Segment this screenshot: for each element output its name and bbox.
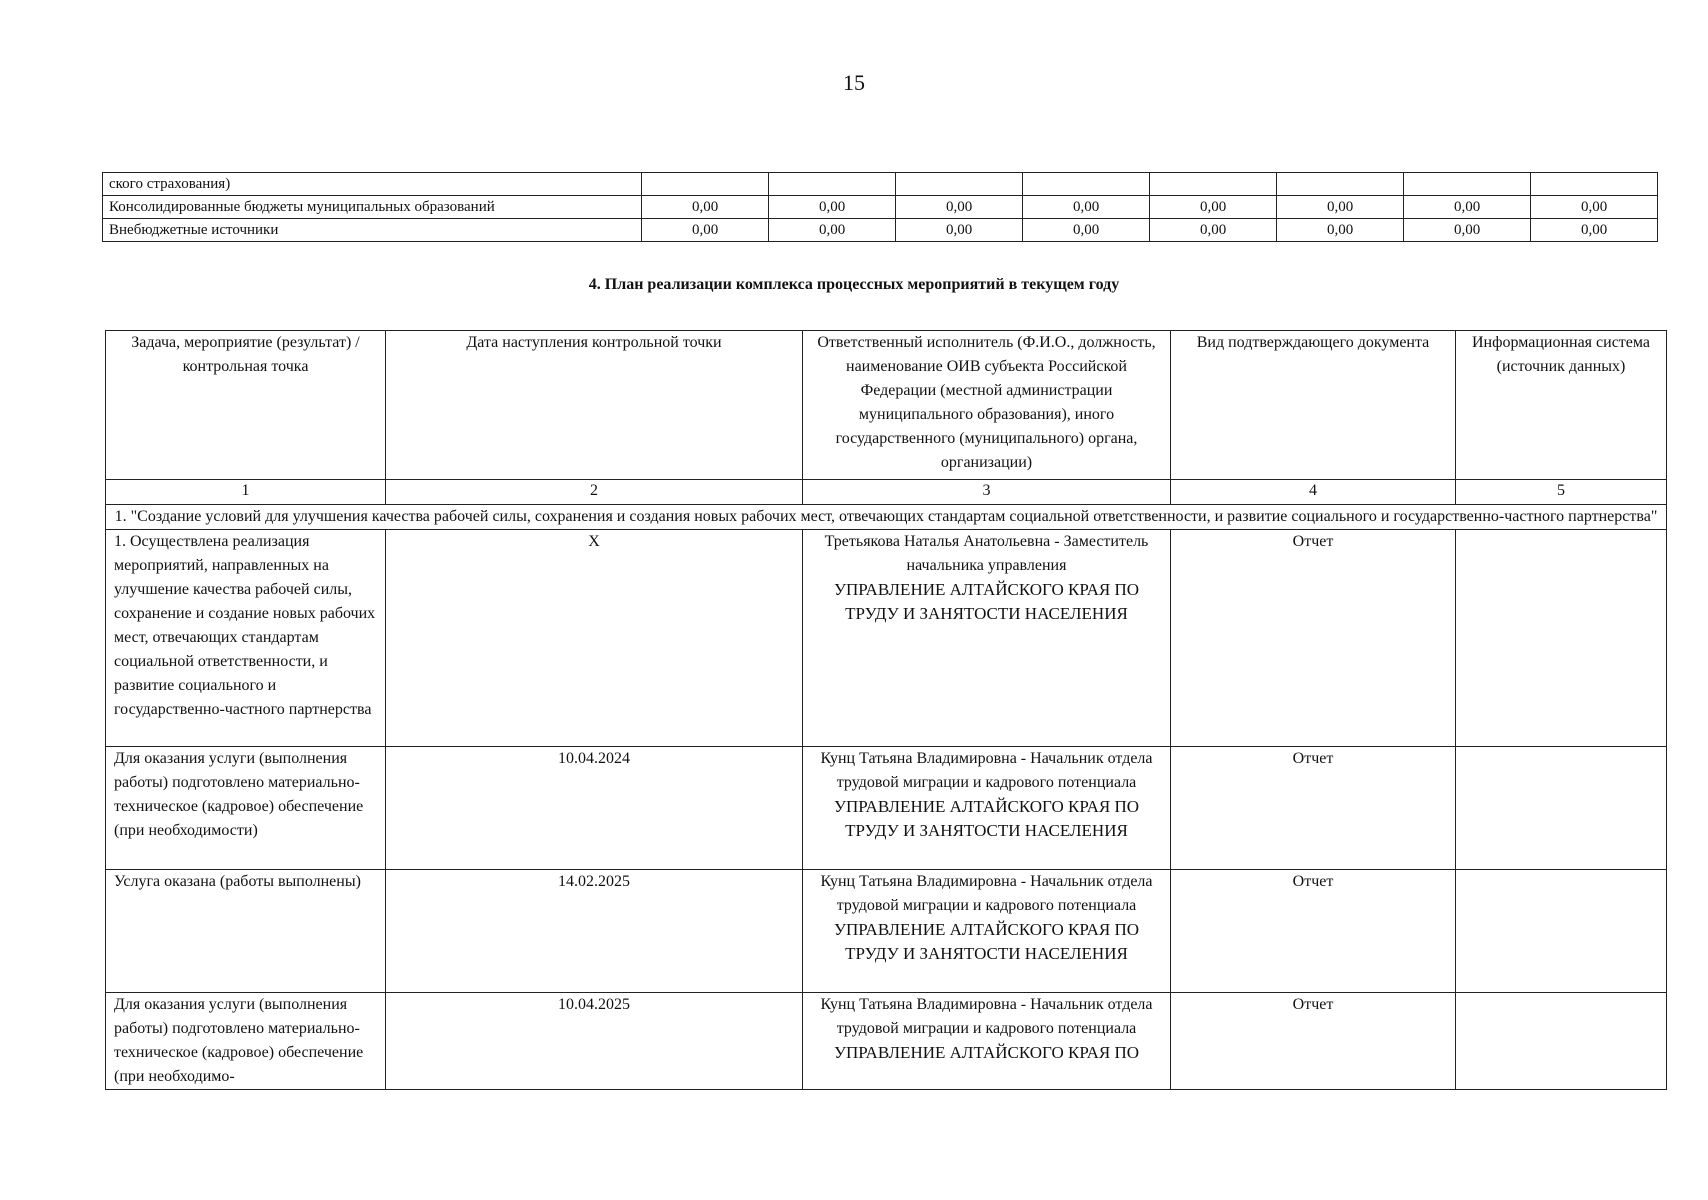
- responsible-cell: [803, 870, 1171, 993]
- information-system: [1456, 530, 1667, 747]
- funding-value: 0,00: [1404, 196, 1531, 219]
- column-header-responsible: Ответственный исполнитель (Ф.И.О., должность, наименование ОИВ субъекта Российской Федерации (местной администрации муниципального образования), иного государственного (муниципального) органа, организации): [803, 331, 1171, 480]
- funding-value: [1023, 173, 1150, 196]
- table-row: [106, 747, 1667, 870]
- table-row: [106, 993, 1667, 1090]
- funding-value: [1531, 173, 1658, 196]
- column-number-row: [106, 480, 1667, 505]
- funding-value: 0,00: [1023, 219, 1150, 242]
- responsible-cell: [803, 747, 1171, 870]
- responsible-person: Третьякова Наталья Анатольевна - Заместитель начальника управления: [824, 533, 1149, 574]
- responsible-person: Кунц Татьяна Владимировна - Начальник отдела трудовой миграции и кадрового потенциала: [820, 873, 1153, 914]
- responsible-person: Кунц Татьяна Владимировна - Начальник отдела трудовой миграции и кадрового потенциала: [820, 750, 1153, 791]
- funding-value: 0,00: [642, 196, 769, 219]
- activity-name: 1. Осуществлена реализация мероприятий, направленных на улучшение качества рабочей силы, сохранение и создание новых рабочих мест, отвечающих стандартам социальной ответственности, и развитие социального и государственно-частного партнерства: [106, 530, 386, 747]
- funding-source-name: Консолидированные бюджеты муниципальных образований: [103, 196, 642, 219]
- funding-value: 0,00: [1023, 196, 1150, 219]
- table-row: [103, 173, 1658, 196]
- responsible-organization: УПРАВЛЕНИЕ АЛТАЙСКОГО КРАЯ ПО ТРУДУ И ЗАНЯТОСТИ НАСЕЛЕНИЯ: [833, 580, 1140, 623]
- table-row: [103, 219, 1658, 242]
- table-header-row: [106, 331, 1667, 480]
- control-date: 10.04.2025: [386, 993, 803, 1090]
- funding-value: [896, 173, 1023, 196]
- table-row: [106, 870, 1667, 993]
- responsible-cell: [803, 993, 1171, 1090]
- task-row: [106, 505, 1667, 530]
- table-row: [103, 196, 1658, 219]
- responsible-cell: [803, 530, 1171, 747]
- column-header-task: Задача, мероприятие (результат) / контрольная точка: [106, 331, 386, 480]
- funding-value: [642, 173, 769, 196]
- column-number: 1: [106, 480, 386, 505]
- activity-name: Для оказания услуги (выполнения работы) подготовлено материально-техническое (кадровое) обеспечение (при необходимо-: [106, 993, 386, 1090]
- funding-value: 0,00: [896, 219, 1023, 242]
- task-title: 1. "Создание условий для улучшения качества рабочей силы, сохранения и создания новых рабочих мест, отвечающих стандартам социальной ответственности, и развитие социального и государственно-частного партнерства": [106, 505, 1667, 530]
- funding-value: 0,00: [642, 219, 769, 242]
- section-title: 4. План реализации комплекса процессных мероприятий в текущем году: [588, 276, 1120, 293]
- control-date: X: [386, 530, 803, 747]
- activity-name: Для оказания услуги (выполнения работы) подготовлено материально-техническое (кадровое) обеспечение (при необходимости): [106, 747, 386, 870]
- information-system: [1456, 993, 1667, 1090]
- funding-value: 0,00: [769, 219, 896, 242]
- funding-value: [1150, 173, 1277, 196]
- funding-value: [1404, 173, 1531, 196]
- page-number: 15: [843, 70, 865, 95]
- funding-table: [102, 172, 1658, 242]
- column-number: 2: [386, 480, 803, 505]
- column-number: 4: [1171, 480, 1456, 505]
- column-header-system: Информационная система (источник данных): [1456, 331, 1667, 480]
- funding-value: [1277, 173, 1404, 196]
- plan-table: [105, 330, 1667, 1090]
- funding-source-name: ского страхования): [103, 173, 642, 196]
- funding-value: 0,00: [1150, 219, 1277, 242]
- control-date: 14.02.2025: [386, 870, 803, 993]
- information-system: [1456, 870, 1667, 993]
- funding-value: 0,00: [1531, 219, 1658, 242]
- document-type: Отчет: [1171, 870, 1456, 993]
- column-header-date: Дата наступления контрольной точки: [386, 331, 803, 480]
- funding-source-name: Внебюджетные источники: [103, 219, 642, 242]
- responsible-organization: УПРАВЛЕНИЕ АЛТАЙСКОГО КРАЯ ПО: [833, 1043, 1140, 1062]
- column-number: 3: [803, 480, 1171, 505]
- funding-value: 0,00: [896, 196, 1023, 219]
- funding-value: 0,00: [1277, 196, 1404, 219]
- document-type: Отчет: [1171, 993, 1456, 1090]
- funding-value: 0,00: [769, 196, 896, 219]
- funding-value: 0,00: [1404, 219, 1531, 242]
- funding-value: 0,00: [1531, 196, 1658, 219]
- column-header-document: Вид подтверждающего документа: [1171, 331, 1456, 480]
- funding-value: 0,00: [1150, 196, 1277, 219]
- information-system: [1456, 747, 1667, 870]
- table-row: [106, 530, 1667, 747]
- activity-name: Услуга оказана (работы выполнены): [106, 870, 386, 993]
- responsible-organization: УПРАВЛЕНИЕ АЛТАЙСКОГО КРАЯ ПО ТРУДУ И ЗАНЯТОСТИ НАСЕЛЕНИЯ: [833, 797, 1140, 840]
- column-number: 5: [1456, 480, 1667, 505]
- funding-value: 0,00: [1277, 219, 1404, 242]
- responsible-organization: УПРАВЛЕНИЕ АЛТАЙСКОГО КРАЯ ПО ТРУДУ И ЗАНЯТОСТИ НАСЕЛЕНИЯ: [833, 920, 1140, 963]
- control-date: 10.04.2024: [386, 747, 803, 870]
- document-type: Отчет: [1171, 747, 1456, 870]
- document-type: Отчет: [1171, 530, 1456, 747]
- funding-value: [769, 173, 896, 196]
- responsible-person: Кунц Татьяна Владимировна - Начальник отдела трудовой миграции и кадрового потенциала: [820, 996, 1153, 1037]
